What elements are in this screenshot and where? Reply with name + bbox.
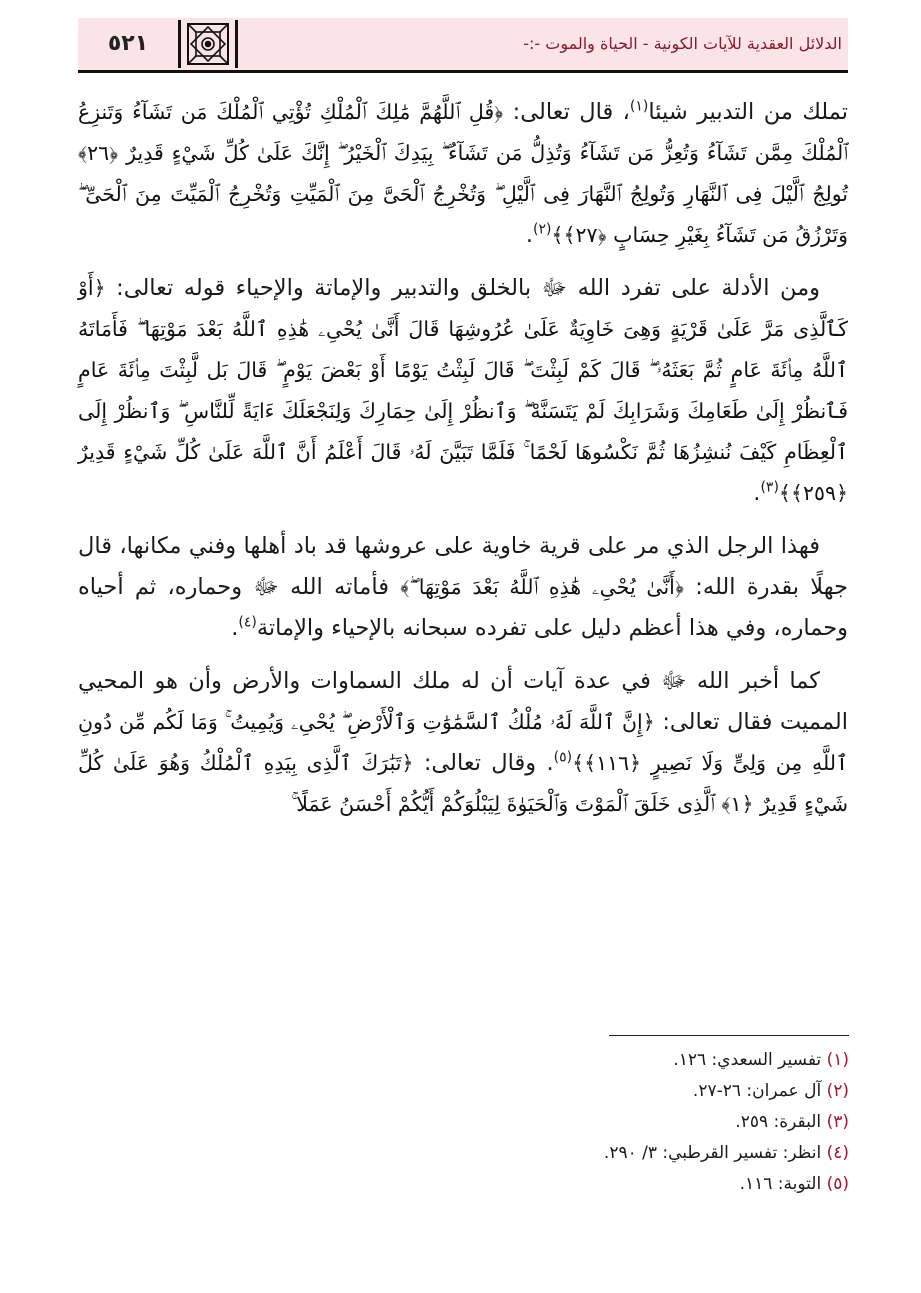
- footnote-ref-1[interactable]: (١): [629, 98, 649, 115]
- footnotes: [79, 1045, 849, 1200]
- main-text: [78, 92, 848, 837]
- text-run: تملك من التدبير شيئا: [648, 99, 849, 125]
- footnote-ref-2[interactable]: (٢): [533, 221, 552, 238]
- footnote-ref-4[interactable]: (٤): [238, 614, 257, 631]
- text-run: ، قال تعالى:: [503, 99, 630, 125]
- footnote-text: آل عمران: ٢٦-٢٧.: [692, 1081, 827, 1101]
- text-run: .: [753, 480, 761, 506]
- page-number: ٥٢١: [107, 31, 149, 56]
- footnote-1: [79, 1045, 849, 1076]
- footnote-text: التوبة: ١١٦.: [739, 1174, 827, 1194]
- page-header: [78, 18, 848, 74]
- footnote-3: [79, 1107, 849, 1138]
- text-run: فأماته الله ﷻ وحماره، ثم أحياه وحماره، وفي هذا أعظم دليل على تفرده سبحانه بالإحياء والإماتة: [78, 574, 848, 641]
- text-run: فهذا الرجل الذي مر على قرية خاوية على عروشها قد باد أهلها وفني مكانها، قال جهلًا بقدرة الله:: [78, 533, 849, 600]
- footnote-ref-5[interactable]: (٥): [553, 749, 573, 766]
- footnote-text: تفسير السعدي: ١٢٦.: [673, 1050, 827, 1070]
- footnote-ref-3[interactable]: (٣): [760, 479, 779, 496]
- text-run: كما أخبر الله ﷻ في عدة آيات أن له ملك السماوات والأرض وأن هو المحيي المميت فقال تعالى:: [78, 668, 848, 735]
- running-title: الدلائل العقدية للآيات الكونية - الحياة والموت -:-: [523, 34, 842, 53]
- quran-verse: ﴿أَنَّىٰ يُحْىِۦ هَٰذِهِ ٱللَّهُ بَعْدَ مَوْتِهَا ۖ﴾: [400, 575, 684, 599]
- text-run: .: [525, 222, 534, 248]
- text-run: . وقال تعالى:: [413, 750, 554, 776]
- footnote-text: انظر: تفسير القرطبي: ٣/ ٢٩٠.: [603, 1143, 827, 1163]
- footnote-separator: [609, 1035, 849, 1036]
- quran-verse: ﴿قُلِ ٱللَّهُمَّ مَٰلِكَ ٱلْمُلْكِ تُؤْتِي ٱلْمُلْكَ مَن تَشَآءُ وَتَنزِعُ ٱلْمُلْكَ مِمَّن تَشَآءُ وَتُعِزُّ مَن تَشَآءُ وَتُذِلُّ مَن تَشَآءُ ۖ بِيَدِكَ ٱلْخَيْرُ ۖ إِنَّكَ عَلَىٰ كُلِّ شَيْءٍ قَدِيرٌ ﴿٢٦﴾ تُولِجُ ٱلَّيْلَ فِى ٱلنَّهَارِ وَتُولِجُ ٱلنَّهَارَ فِى ٱلَّيْلِ ۖ وَتُخْرِجُ ٱلْحَىَّ مِنَ ٱلْمَيِّتِ وَتُخْرِجُ ٱلْمَيِّتَ مِنَ ٱلْحَىِّ ۖ وَتَرْزُقُ مَن تَشَآءُ بِغَيْرِ حِسَابٍ ﴿٢٧﴾﴾: [78, 100, 848, 247]
- geometric-star-ornament-icon: [178, 20, 238, 68]
- footnote-number: (١): [826, 1050, 849, 1070]
- footnote-4: [79, 1138, 849, 1169]
- quran-verse: ﴿إِنَّ ٱللَّهَ لَهُۥ مُلْكُ ٱلسَّمَٰوَٰتِ وَٱلْأَرْضِ ۖ يُحْىِۦ وَيُمِيتُ ۚ وَمَا لَكُم مِّن دُونِ ٱللَّهِ مِن وَلِىٍّ وَلَا نَصِيرٍ ﴿١١٦﴾﴾: [78, 710, 848, 775]
- paragraph-3: [78, 526, 848, 649]
- paragraph-1: [78, 92, 848, 256]
- footnote-number: (٣): [826, 1112, 849, 1132]
- paragraph-4: [78, 661, 848, 825]
- footnote-number: (٤): [826, 1143, 849, 1163]
- footnote-5: [79, 1169, 849, 1200]
- footnote-2: [79, 1076, 849, 1107]
- quran-verse: ﴿أَوْ كَٱلَّذِى مَرَّ عَلَىٰ قَرْيَةٍ وَهِىَ خَاوِيَةٌ عَلَىٰ عُرُوشِهَا قَالَ أَنَّىٰ يُحْىِۦ هَٰذِهِ ٱللَّهُ بَعْدَ مَوْتِهَا ۖ فَأَمَاتَهُ ٱللَّهُ مِا۟ئَةَ عَامٍ ثُمَّ بَعَثَهُۥ ۖ قَالَ كَمْ لَبِثْتَ ۖ قَالَ لَبِثْتُ يَوْمًا أَوْ بَعْضَ يَوْمٍ ۖ قَالَ بَل لَّبِثْتَ مِا۟ئَةَ عَامٍ فَٱنظُرْ إِلَىٰ طَعَامِكَ وَشَرَابِكَ لَمْ يَتَسَنَّهْ ۖ وَٱنظُرْ إِلَىٰ حِمَارِكَ وَلِنَجْعَلَكَ ءَايَةً لِّلنَّاسِ ۖ وَٱنظُرْ إِلَى ٱلْعِظَامِ كَيْفَ نُنشِزُهَا ثُمَّ نَكْسُوهَا لَحْمًا ۚ فَلَمَّا تَبَيَّنَ لَهُۥ قَالَ أَعْلَمُ أَنَّ ٱللَّهَ عَلَىٰ كُلِّ شَيْءٍ قَدِيرٌ ﴿٢٥٩﴾﴾: [78, 276, 848, 505]
- footnote-text: البقرة: ٢٥٩.: [735, 1112, 827, 1132]
- text-run: ومن الأدلة على تفرد الله ﷻ بالخلق والتدبير والإماتة والإحياء قوله تعالى:: [105, 275, 820, 301]
- paragraph-2: [78, 268, 848, 514]
- quran-verse: ﴿تَبَٰرَكَ ٱلَّذِى بِيَدِهِ ٱلْمُلْكُ وَهُوَ عَلَىٰ كُلِّ شَيْءٍ قَدِيرٌ ﴿١﴾ ٱلَّذِى خَلَقَ ٱلْمَوْتَ وَٱلْحَيَوٰةَ لِيَبْلُوَكُمْ أَيُّكُمْ أَحْسَنُ عَمَلًا ۚ: [78, 751, 848, 816]
- text-run: .: [231, 615, 239, 641]
- header-rule: [78, 70, 848, 73]
- footnote-number: (٥): [826, 1174, 849, 1194]
- footnote-number: (٢): [826, 1081, 849, 1101]
